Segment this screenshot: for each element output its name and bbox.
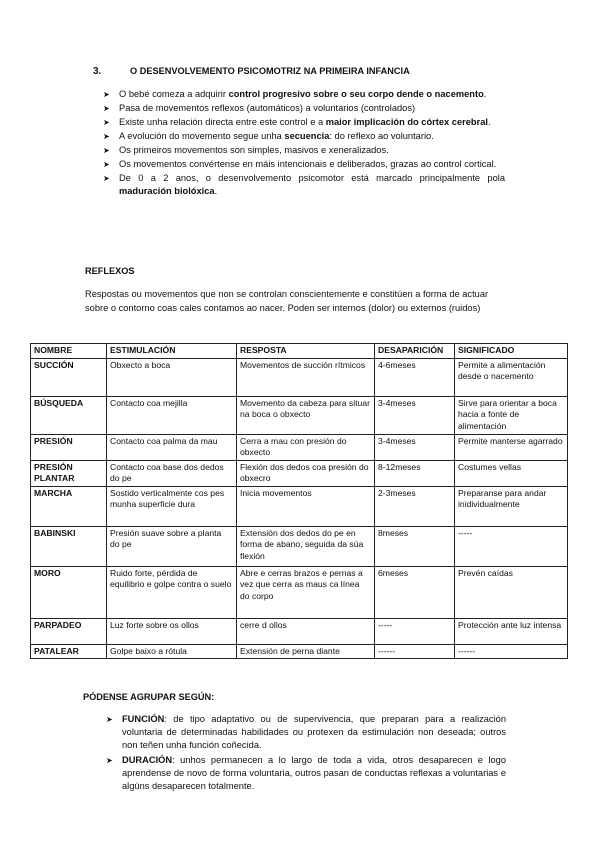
arrow-bullet-icon: ➤ bbox=[106, 755, 113, 765]
table-row bbox=[31, 460, 568, 486]
table-cell: 8meses bbox=[375, 526, 455, 566]
table-cell: MORO bbox=[31, 566, 107, 618]
table-cell: PRESIÓN PLANTAR bbox=[31, 460, 107, 486]
table-row bbox=[31, 618, 568, 644]
list-item: ➤ DURACIÓN: unhos permanecen a lo largo de toda a vida, otros desaparecen e logo aprendense de novo de forma voluntaria, outros pasan de conductas reflexas a voluntarias e algúns desaparecen totalmente. bbox=[106, 754, 506, 792]
table-row bbox=[31, 396, 568, 434]
table-row bbox=[31, 526, 568, 566]
table-cell: BABINSKI bbox=[31, 526, 107, 566]
table-cell: Obxecto a boca bbox=[107, 358, 237, 396]
list-item: ➤ Existe unha relación directa entre este control e a maior implicación do córtex cerebral. bbox=[103, 117, 491, 127]
arrow-bullet-icon: ➤ bbox=[103, 160, 110, 169]
table-cell: 8-12meses bbox=[375, 460, 455, 486]
arrow-bullet-icon: ➤ bbox=[103, 146, 110, 155]
table-header-row bbox=[31, 344, 568, 359]
list-item: ➤ Os movementos convértense en máis intencionais e deliberados, grazas ao control cortical. bbox=[103, 159, 497, 169]
arrow-bullet-icon: ➤ bbox=[103, 90, 110, 99]
table-cell: Contacto coa base dos dedos do pe bbox=[107, 460, 237, 486]
table-cell: PATALEAR bbox=[31, 644, 107, 659]
table-cell: Luz forte sobre os ollos bbox=[107, 618, 237, 644]
list-item: ➤ De 0 a 2 anos, o desenvolvemento psicomotor está marcado principalmente pola maduración biolóxica. bbox=[103, 173, 505, 196]
intro-bullet-list bbox=[103, 88, 505, 199]
table-cell: Permite a alimentación desde o nacemento bbox=[455, 358, 568, 396]
table-cell: MARCHA bbox=[31, 486, 107, 526]
list-item: ➤ Pasa de movementos reflexos (automáticos) a voluntarios (controlados) bbox=[103, 103, 416, 113]
table-cell: Extensión dos dedos do pe en forma de abano, seguida da súa flexión bbox=[237, 526, 375, 566]
section-heading bbox=[93, 66, 410, 77]
table-row bbox=[31, 434, 568, 460]
column-header: NOMBRE bbox=[31, 344, 107, 359]
table-cell: Ruido forte, pérdida de equilibrio e golpe contra o suelo bbox=[107, 566, 237, 618]
table-cell: Abre e cerras brazos e pernas a vez que cerra as maus ca línea do corpo bbox=[237, 566, 375, 618]
table-cell: Contacto coa mejilla bbox=[107, 396, 237, 434]
table-cell: Cerra a mau con presión do obxecto bbox=[237, 434, 375, 460]
table-cell: 3-4meses bbox=[375, 434, 455, 460]
table-cell: Preparanse para andar inidividualmente bbox=[455, 486, 568, 526]
table-cell: Extensión de perna diante bbox=[237, 644, 375, 659]
column-header: ESTIMULACIÓN bbox=[107, 344, 237, 359]
arrow-bullet-icon: ➤ bbox=[103, 118, 110, 127]
table-cell: 3-4meses bbox=[375, 396, 455, 434]
table-cell: PRESIÓN bbox=[31, 434, 107, 460]
table-row bbox=[31, 486, 568, 526]
section-number: 3. bbox=[93, 66, 102, 77]
table-cell: Inicia movementos bbox=[237, 486, 375, 526]
table-cell: 6meses bbox=[375, 566, 455, 618]
table-cell: cerre d ollos bbox=[237, 618, 375, 644]
table-cell: ----- bbox=[455, 526, 568, 566]
arrow-bullet-icon: ➤ bbox=[103, 132, 110, 141]
table-cell: PARPADEO bbox=[31, 618, 107, 644]
arrow-bullet-icon: ➤ bbox=[106, 715, 113, 724]
table-cell: BÚSQUEDA bbox=[31, 396, 107, 434]
table-row bbox=[31, 644, 568, 659]
table-cell: Sirve para orientar a boca hacia a fonte de alimentación bbox=[455, 396, 568, 434]
table-cell: 4-6meses bbox=[375, 358, 455, 396]
table-row bbox=[31, 566, 568, 618]
list-item: ➤ FUNCIÓN: de tipo adaptativo ou de supervivencia, que preparan para a realización voluntaria de determinadas habilidades ou protexen da estimulación non deseada; outros non teñen unha función coñecida. bbox=[106, 714, 506, 751]
reflexos-description: Respostas ou movementos que non se controlan conscientemente e constitúen a forma de actuar sobre o contorno coas cales contamos ao nacer. Poden ser internos (dolor) ou externos (ruidos) bbox=[85, 289, 489, 313]
column-header: DESAPARICIÓN bbox=[375, 344, 455, 359]
table-cell: Permite manterse agarrado bbox=[455, 434, 568, 460]
table-cell: Protección ante luz intensa bbox=[455, 618, 568, 644]
list-item: ➤ A evolución do movemento segue unha secuencia: do reflexo ao voluntario. bbox=[103, 131, 434, 141]
column-header: RESPOSTA bbox=[237, 344, 375, 359]
column-header: SIGNIFICADO bbox=[455, 344, 568, 359]
table-cell: Prevén caídas bbox=[455, 566, 568, 618]
table-cell: ------ bbox=[455, 644, 568, 659]
list-item: ➤ Os primeiros movementos son simples, masivos e xeneralizados. bbox=[103, 145, 389, 155]
table-row bbox=[31, 358, 568, 396]
arrow-bullet-icon: ➤ bbox=[103, 174, 110, 183]
reflexos-title: REFLEXOS bbox=[85, 266, 135, 276]
table-cell: Sostido verticalmente cos pes munha superficie dura bbox=[107, 486, 237, 526]
grouping-bullet-list bbox=[106, 713, 506, 794]
section-title: O DESENVOLVEMENTO PSICOMOTRIZ NA PRIMEIRA INFANCIA bbox=[130, 66, 410, 76]
arrow-bullet-icon: ➤ bbox=[103, 104, 110, 113]
list-item: ➤ O bebé comeza a adquirir control progresivo sobre o seu corpo dende o nacemento. bbox=[103, 89, 487, 99]
table-cell: Movementos de succión rítmicos bbox=[237, 358, 375, 396]
table-cell: Flexión dos dedos coa presión do obxecro bbox=[237, 460, 375, 486]
table-cell: ------ bbox=[375, 644, 455, 659]
table-cell: Presión suave sobre a planta do pe bbox=[107, 526, 237, 566]
table-cell: ----- bbox=[375, 618, 455, 644]
table-cell: SUCCIÓN bbox=[31, 358, 107, 396]
table-cell: Movemento da cabeza para situar na boca o obxecto bbox=[237, 396, 375, 434]
table-cell: Costumes vellas bbox=[455, 460, 568, 486]
reflexes-table bbox=[30, 343, 568, 659]
table-cell: 2-3meses bbox=[375, 486, 455, 526]
table-cell: Golpe baixo a rótula bbox=[107, 644, 237, 659]
agrupar-title: PÓDENSE AGRUPAR SEGÚN: bbox=[83, 692, 215, 702]
table-cell: Contacto coa palma da mau bbox=[107, 434, 237, 460]
